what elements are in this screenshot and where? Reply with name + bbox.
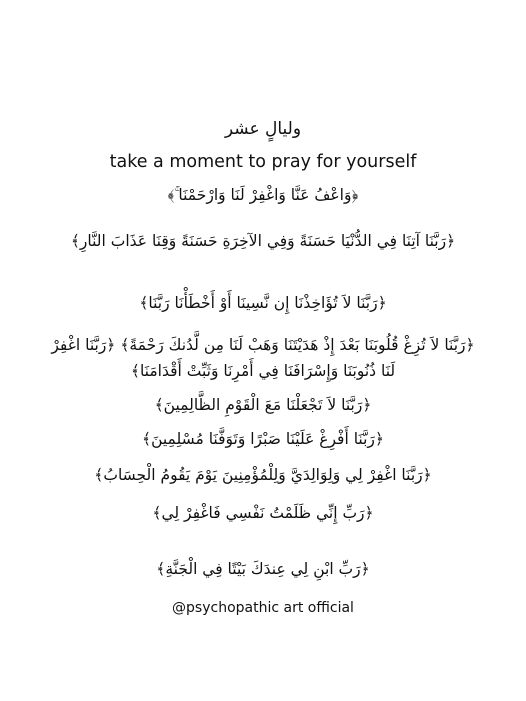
footer-credit: @psychopathic art official — [172, 600, 354, 616]
verse-3: ﴿رَبَّنَا لاَ تُؤَاخِذْنَا إِن نَّسِينَا أَوْ أَخْطَأْنَا رَبَّنَا﴾ — [139, 294, 387, 312]
verse-1: ﴿وَاعْفُ عَنَّا وَاغْفِرْ لَنَا وَارْحَمْنَا ۚ﴾ — [167, 186, 359, 204]
verse-7: ﴿رَبَّنَا اغْفِرْ لِي وَلِوَالِدَيَّ وَلِلْمُؤْمِنِينَ يَوْمَ يَقُومُ الْحِسَابُ﴾ — [94, 466, 432, 484]
verse-9: ﴿رَبِّ ابْنِ لِي عِندَكَ بَيْتًا فِي الْجَنَّةِ﴾ — [156, 560, 370, 578]
verse-4: ﴿رَبَّنَا لاَ تُزِغْ قُلُوبَنَا بَعْدَ إِذْ هَدَيْتَنَا وَهَبْ لَنَا مِن لَّدُنكَ رَحْمَةً﴾ ﴿رَبَّنَا اغْفِرْ لَنَا ذُنُوبَنَا وَإِسْرَافَنَا فِي أَمْرِنَا وَثَبِّتْ أَقْدَامَنَا﴾ — [51, 336, 475, 380]
verse-5: ﴿رَبَّنَا لاَ تَجْعَلْنَا مَعَ الْقَوْمِ الظَّالِمِينَ﴾ — [154, 396, 372, 414]
subtitle: take a moment to pray for yourself — [109, 152, 417, 172]
verse-8: ﴿رَبِّ إِنِّي ظَلَمْتُ نَفْسِي فَاغْفِرْ لِي﴾ — [152, 504, 374, 522]
verse-6: ﴿رَبَّنَا أَفْرِغْ عَلَيْنَا صَبْرًا وَتَوَفَّنَا مُسْلِمِينَ﴾ — [142, 430, 384, 448]
verse-2: ﴿رَبَّنَا آتِنَا فِي الدُّنْيَا حَسَنَةً وَفِي الآخِرَةِ حَسَنَةً وَقِنَا عَذَابَ النَّارِ﴾ — [70, 232, 456, 250]
page-title: وليالٍ عشر — [224, 119, 302, 139]
